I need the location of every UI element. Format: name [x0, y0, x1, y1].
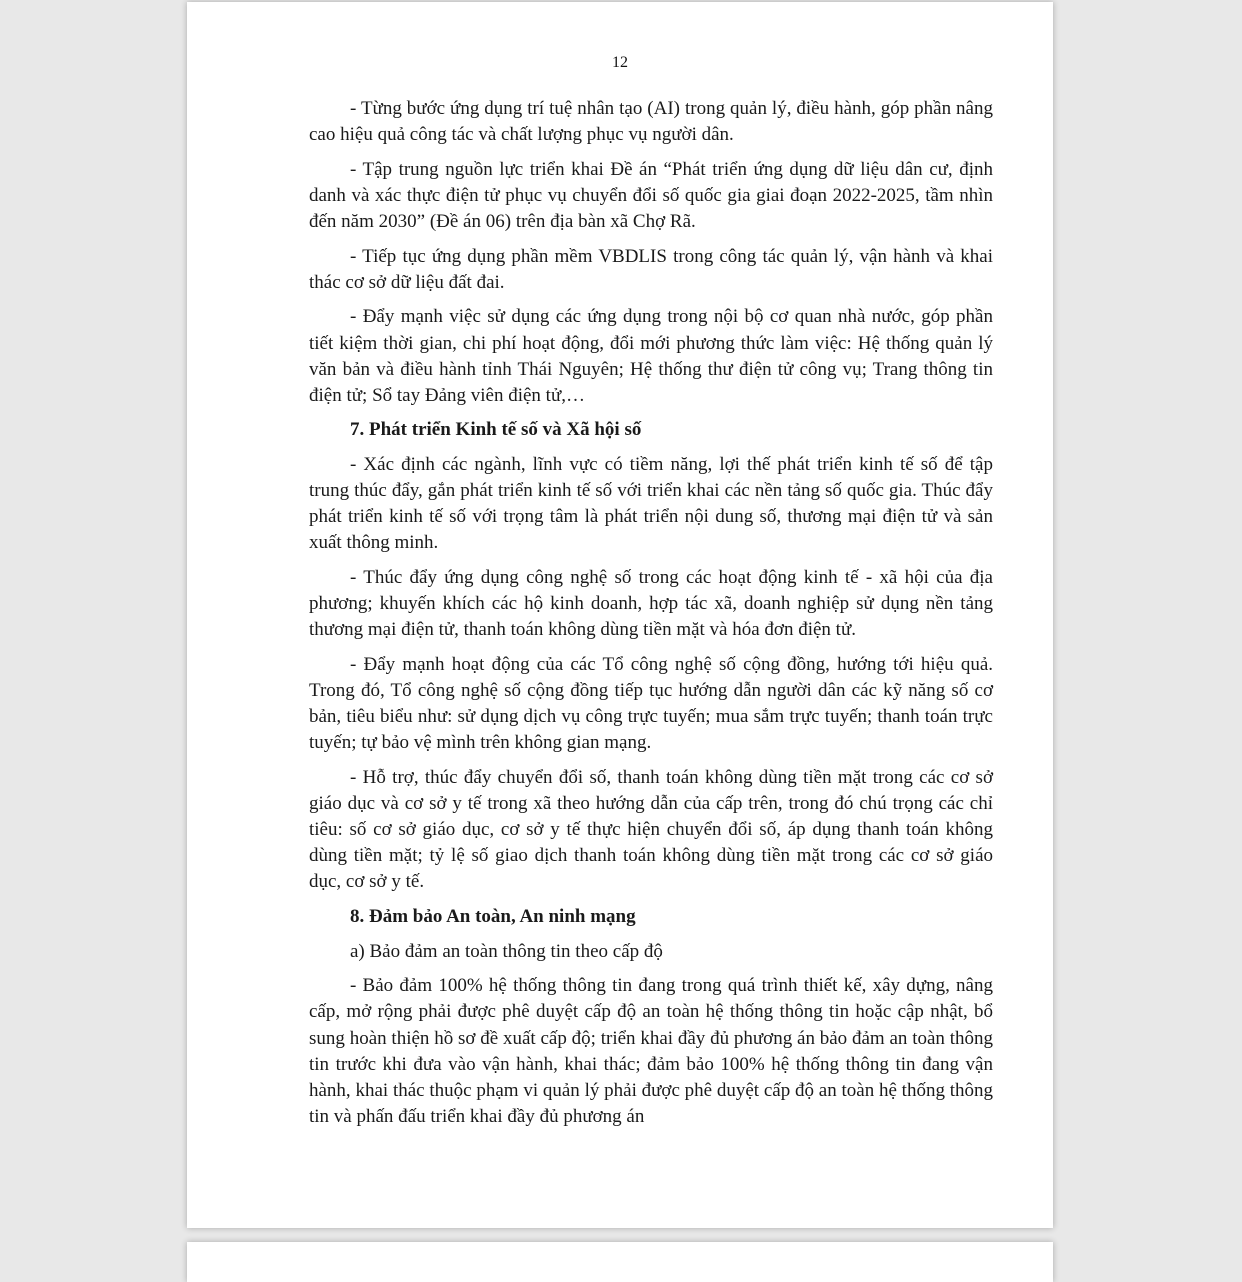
- paragraph-vbdlis: - Tiếp tục ứng dụng phần mềm VBDLIS trong công tác quản lý, vận hành và khai thác cơ sở dữ liệu đất đai.: [309, 245, 993, 293]
- next-page-edge: [187, 1242, 1053, 1282]
- paragraph-security-levels: - Bảo đảm 100% hệ thống thông tin đang trong quá trình thiết kế, xây dựng, nâng cấp, mở rộng phải được phê duyệt cấp độ an toàn hệ thống thông tin hoặc cập nhật, bổ sung hoàn thiện hồ sơ đề xuất cấp độ; triển khai đầy đủ phương án bảo đảm an toàn thông tin trước khi đưa vào vận hành, khai thác; đảm bảo 100% hệ thống thông tin đang vận hành, khai thác thuộc phạm vi quản lý phải được phê duyệt cấp độ an toàn hệ thống thông tin và phấn đấu triển khai đầy đủ phương án: [309, 975, 993, 1127]
- paragraph-community-tech-teams: - Đẩy mạnh hoạt động của các Tổ công nghệ số cộng đồng, hướng tới hiệu quả. Trong đó, Tổ công nghệ số cộng đồng tiếp tục hướng dẫn người dân các kỹ năng số cơ bản, tiêu biểu như: sử dụng dịch vụ công trực tuyến; mua sắm trực tuyến; thanh toán trực tuyến; tự bảo vệ mình trên không gian mạng.: [309, 653, 993, 754]
- paragraph-internal-apps: - Đẩy mạnh việc sử dụng các ứng dụng trong nội bộ cơ quan nhà nước, góp phần tiết kiệm thời gian, chi phí hoạt động, đổi mới phương thức làm việc: Hệ thống quản lý văn bản và điều hành tỉnh Thái Nguyên; Hệ thống thư điện tử công vụ; Trang thông tin điện tử; Sổ tay Đảng viên điện tử,…: [309, 306, 993, 406]
- paragraph-ai: - Từng bước ứng dụng trí tuệ nhân tạo (AI) trong quản lý, điều hành, góp phần nâng cao hiệu quả công tác và chất lượng phục vụ người dân.: [309, 98, 993, 146]
- document-page: [187, 2, 1053, 1228]
- paragraph-de-an-06: - Tập trung nguồn lực triển khai Đề án “Phát triển ứng dụng dữ liệu dân cư, định danh và xác thực điện tử phục vụ chuyển đổi số quốc gia giai đoạn 2022-2025, tầm nhìn đến năm 2030” (Đề án 06) trên địa bàn xã Chợ Rã.: [309, 158, 993, 232]
- page-content: [309, 96, 993, 1139]
- section-heading-8: 8. Đảm bảo An toàn, An ninh mạng: [350, 905, 636, 927]
- paragraph-digital-tech-adoption: - Thúc đẩy ứng dụng công nghệ số trong các hoạt động kinh tế - xã hội của địa phương; khuyến khích các hộ kinh doanh, hợp tác xã, doanh nghiệp sử dụng nền tảng thương mại điện tử, thanh toán không dùng tiền mặt và hóa đơn điện tử.: [309, 567, 993, 641]
- paragraph-digital-economy: - Xác định các ngành, lĩnh vực có tiềm năng, lợi thế phát triển kinh tế số để tập trung thúc đẩy, gắn phát triển kinh tế số với triển khai các nền tảng số quốc gia. Thúc đẩy phát triển kinh tế số với trọng tâm là phát triển nội dung số, thương mại điện tử và sản xuất thông minh.: [309, 454, 993, 554]
- paragraph-education-health: - Hỗ trợ, thúc đẩy chuyển đổi số, thanh toán không dùng tiền mặt trong các cơ sở giáo dục và cơ sở y tế trong xã theo hướng dẫn của cấp trên, trong đó chú trọng các chỉ tiêu: số cơ sở giáo dục, cơ sở y tế thực hiện chuyển đổi số, áp dụng thanh toán không dùng tiền mặt; tỷ lệ số giao dịch thanh toán không dùng tiền mặt trong các cơ sở giáo dục, cơ sở y tế.: [309, 766, 993, 893]
- section-heading-7: 7. Phát triển Kinh tế số và Xã hội số: [350, 419, 642, 441]
- page-number: 12: [612, 54, 628, 71]
- subsection-heading-a: a) Bảo đảm an toàn thông tin theo cấp độ: [350, 940, 663, 962]
